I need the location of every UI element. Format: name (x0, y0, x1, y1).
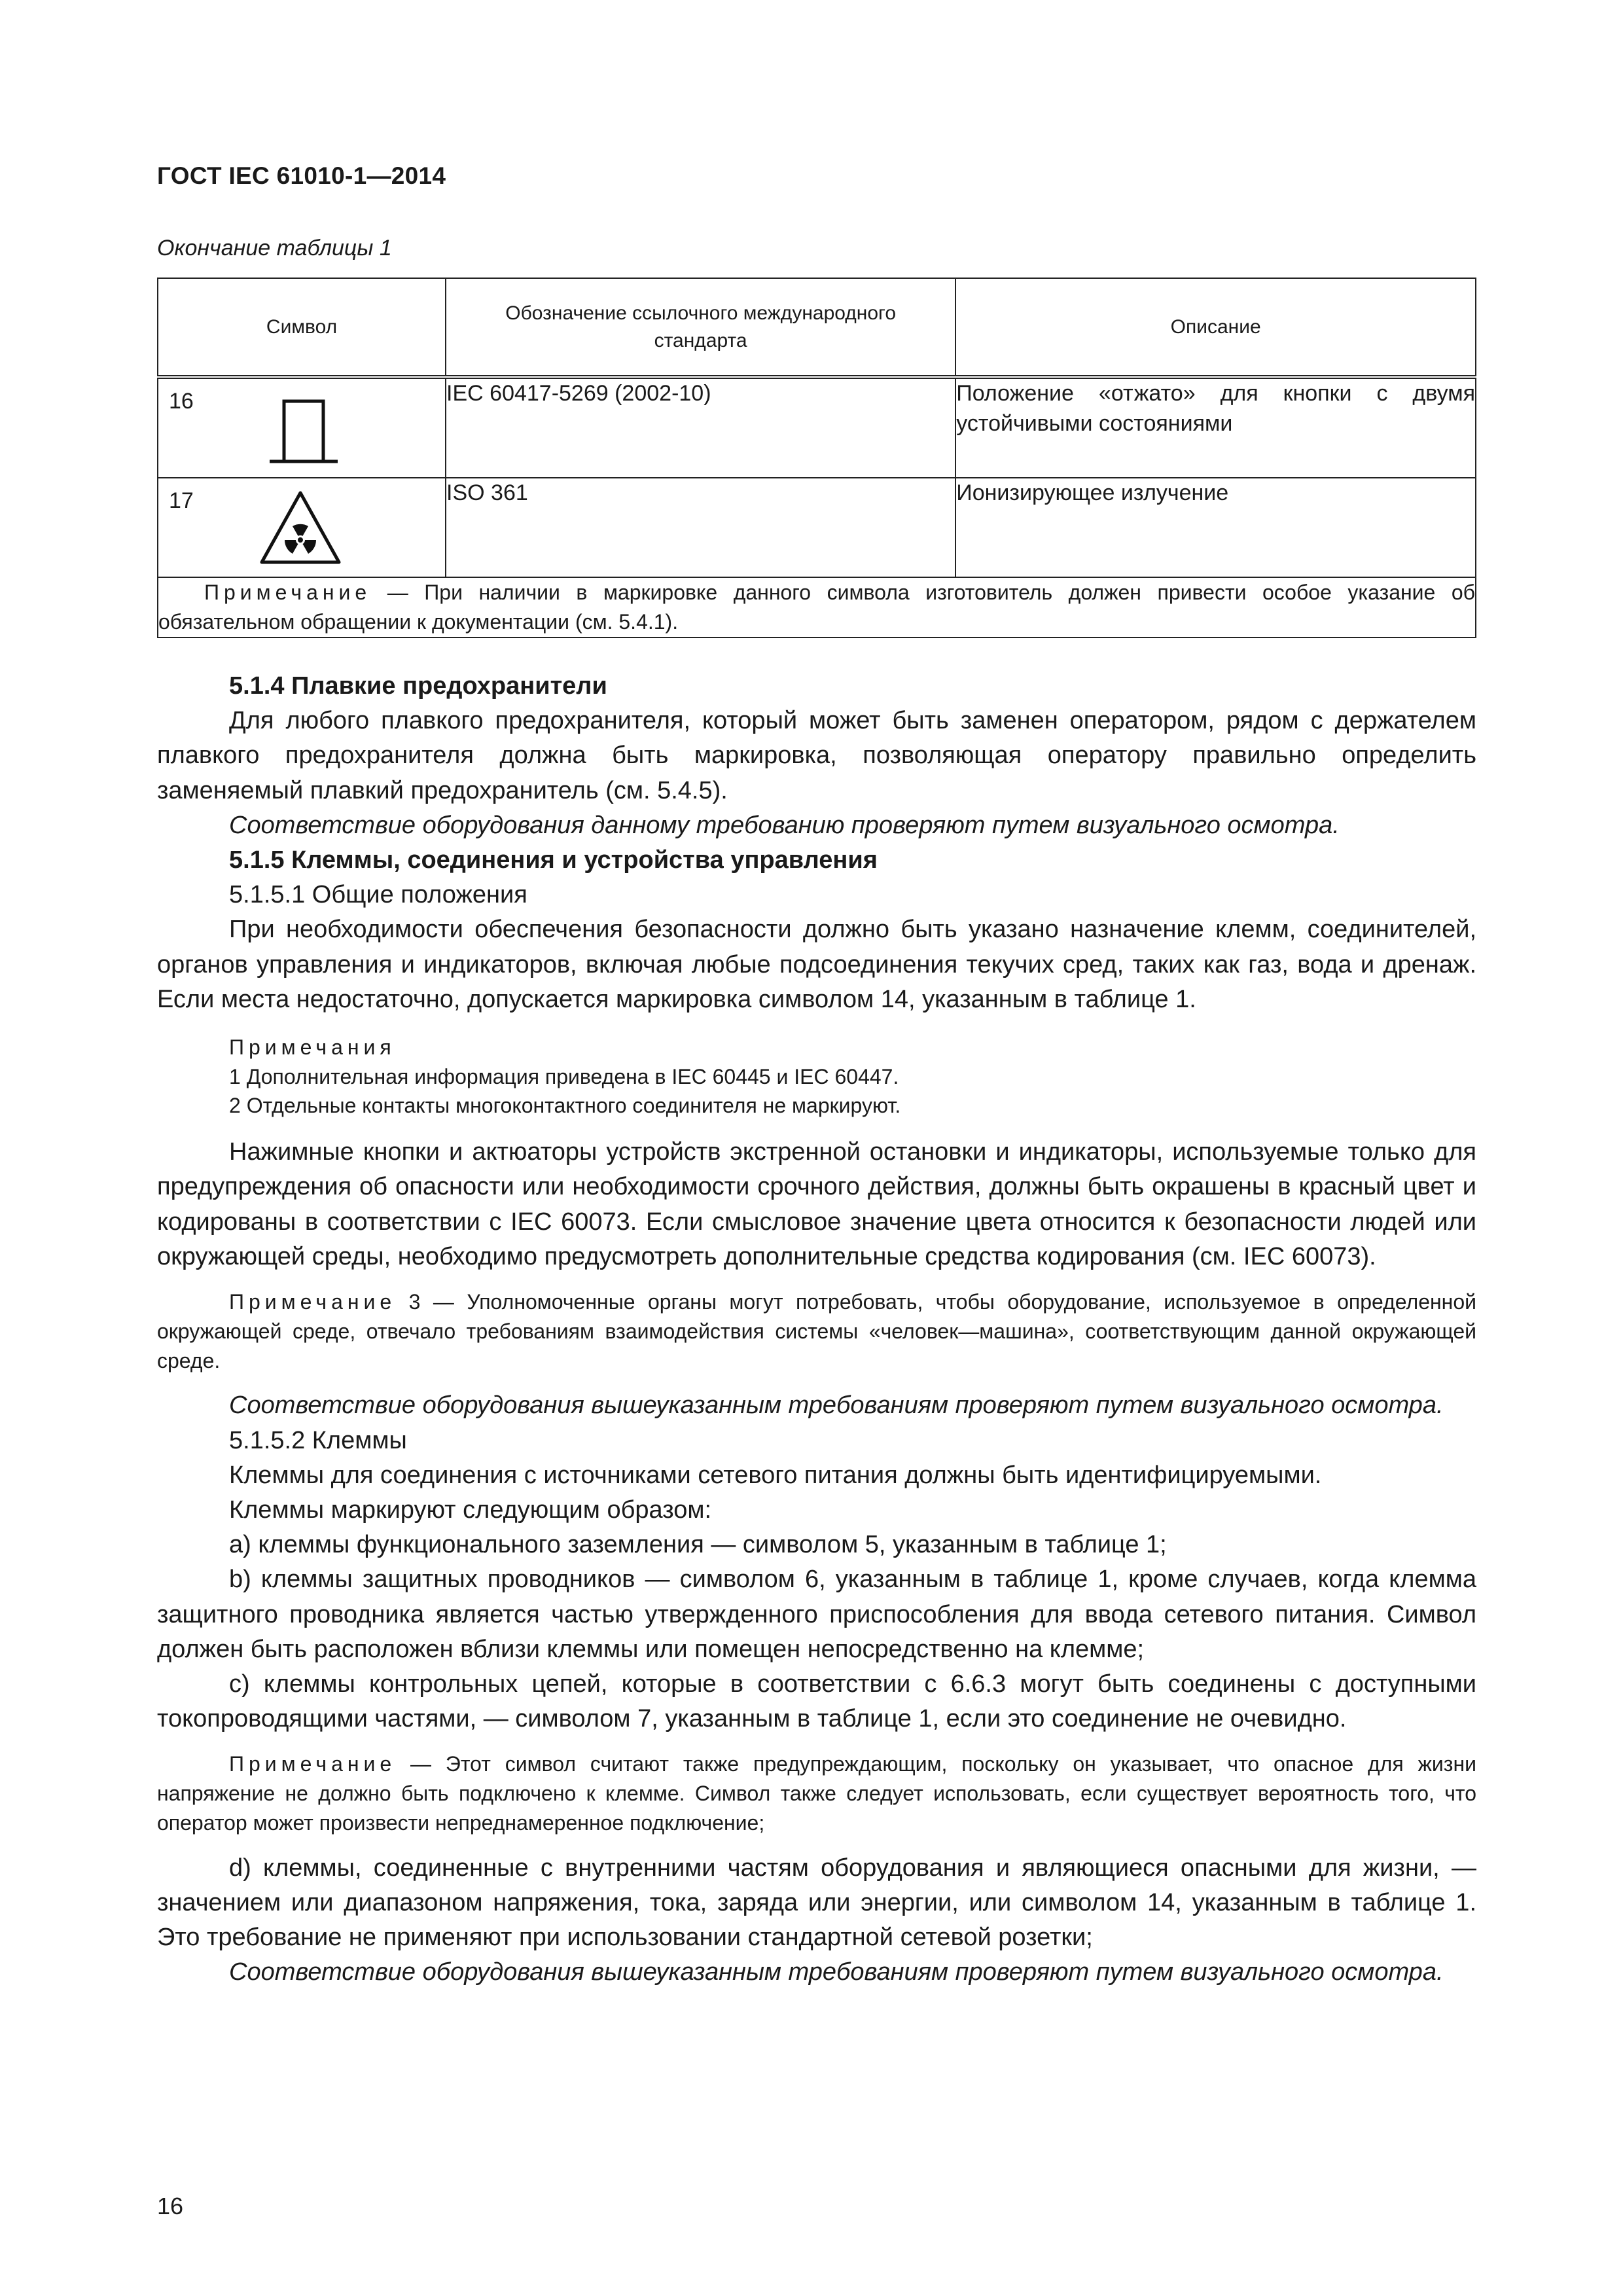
list-item: c) клеммы контрольных цепей, которые в соответствии с 6.6.3 могут быть соединены с доступными токопроводящими частями, — символом 7, указанным в таблице 1, если это соединение не очевидно. (157, 1670, 1476, 1733)
paragraph: Нажимные кнопки и актюаторы устройств экстренной остановки и индикаторы, используемые только для предупреждения об опасности или необходимости срочного действия, должны быть окрашены в красный цвет и кодированы в соответствии с IEC 60073. Если смысловое значение цвета относится к безопасности людей или окружающей среды, необходимо предусмотреть дополнительные средства кодирования (см. IEC 60073). (157, 1138, 1476, 1270)
header-symbol: Символ (158, 278, 446, 377)
subsection-heading: 5.1.5.2 Клеммы (229, 1426, 407, 1454)
row-number: 17 (169, 488, 194, 513)
standard-cell: ISO 361 (446, 478, 955, 577)
note (157, 1749, 1476, 1837)
document-header: ГОСТ IEC 61010-1—2014 (157, 162, 446, 189)
note-text: — Этот символ считают также предупреждающим, поскольку он указывает, что опасное для жизни напряжение не должно быть подключено к клемме. Символ также следует использовать, если существует вероятность того, что оператор может произвести непреднамеренное подключение; (157, 1752, 1476, 1835)
paragraph: Клеммы маркируют следующим образом: (229, 1496, 712, 1524)
paragraph: При необходимости обеспечения безопасности должно быть указано назначение клемм, соединителей, органов управления и индикаторов, включая любые подсоединения текучих сред, таких как газ, вода и дренаж. Если места недостаточно, допускается маркировка символом 14, указанным в таблице 1. (157, 916, 1476, 1013)
note-label: Примечание (204, 581, 372, 604)
list-item: b) клеммы защитных проводников — символом 6, указанным в таблице 1, кроме случаев, когда клемма защитного проводника является частью утвержденного приспособления для ввода сетевого питания. Символ должен быть расположен вблизи клеммы или помещен непосредственно на клемме; (157, 1566, 1476, 1663)
table-note-row (158, 577, 1476, 637)
note-text: — При наличии в маркировке данного символа изготовитель должен привести особое указание об обязательном обращении к документации (см. 5.4.1). (158, 581, 1475, 634)
page-number: 16 (157, 2193, 184, 2219)
symbols-table (157, 278, 1476, 638)
header-standard (446, 278, 955, 377)
note-item: 2 Отдельные контакты многоконтактного соединителя не маркируют. (229, 1094, 901, 1118)
header-standard-text: Обозначение ссылочного международного стандарта (505, 302, 896, 351)
paragraph: Для любого плавкого предохранителя, который может быть заменен оператором, рядом с держателем плавкого предохранителя должна быть маркировка, позволяющая оператору правильно определить заменяемый плавкий предохранитель (см. 5.4.5). (157, 707, 1476, 804)
table-note (158, 577, 1476, 637)
section-heading: 5.1.5 Клеммы, соединения и устройства управления (229, 846, 878, 874)
note (157, 1287, 1476, 1375)
section-heading: 5.1.4 Плавкие предохранители (229, 672, 607, 700)
note-item: 1 Дополнительная информация приведена в IEC 60445 и IEC 60447. (229, 1064, 899, 1088)
symbol-cell (158, 478, 446, 577)
main-text (157, 669, 1476, 1990)
notes-label: Примечания (229, 1035, 396, 1059)
description-cell: Положение «отжато» для кнопки с двумя устойчивыми состояниями (955, 377, 1476, 478)
ionizing-radiation-icon (258, 488, 343, 569)
compliance-check: Соответствие оборудования вышеуказанным требованиям проверяют путем визуального осмотра. (229, 1391, 1444, 1420)
header-description: Описание (955, 278, 1476, 377)
pushbutton-released-icon (264, 392, 343, 471)
note-label: Примечание (229, 1752, 397, 1776)
table-row (158, 377, 1476, 478)
description-cell: Ионизирующее излучение (955, 478, 1476, 577)
row-number: 16 (169, 389, 194, 414)
compliance-check: Соответствие оборудования данному требованию проверяют путем визуального осмотра. (229, 811, 1340, 839)
standard-cell: IEC 60417-5269 (2002-10) (446, 377, 955, 478)
notes-block (157, 1033, 1476, 1121)
paragraph: Клеммы для соединения с источниками сетевого питания должны быть идентифицируемыми. (229, 1461, 1322, 1489)
table-header-row (158, 278, 1476, 377)
list-item: a) клеммы функционального заземления — символом 5, указанным в таблице 1; (229, 1531, 1167, 1559)
list-item: d) клеммы, соединенные с внутренними частям оборудования и являющиеся опасными для жизни, — значением или диапазоном напряжения, тока, заряда или энергии, или символом 14, указанным в таблице 1. Это требование не применяют при использовании стандартной сетевой розетки; (157, 1854, 1476, 1952)
compliance-check: Соответствие оборудования вышеуказанным требованиям проверяют путем визуального осмотра. (229, 1958, 1444, 1986)
note-label: Примечание (229, 1290, 397, 1314)
symbol-cell (158, 377, 446, 478)
table-caption: Окончание таблицы 1 (157, 236, 392, 260)
subsection-heading: 5.1.5.1 Общие положения (229, 881, 527, 909)
table-row (158, 478, 1476, 577)
note-text: 3 — Уполномоченные органы могут потребовать, чтобы оборудование, используемое в определенной окружающей среде, отвечало требованиям взаимодействия системы «человек—машина», соответствующим данной окружающей среде. (157, 1290, 1476, 1372)
